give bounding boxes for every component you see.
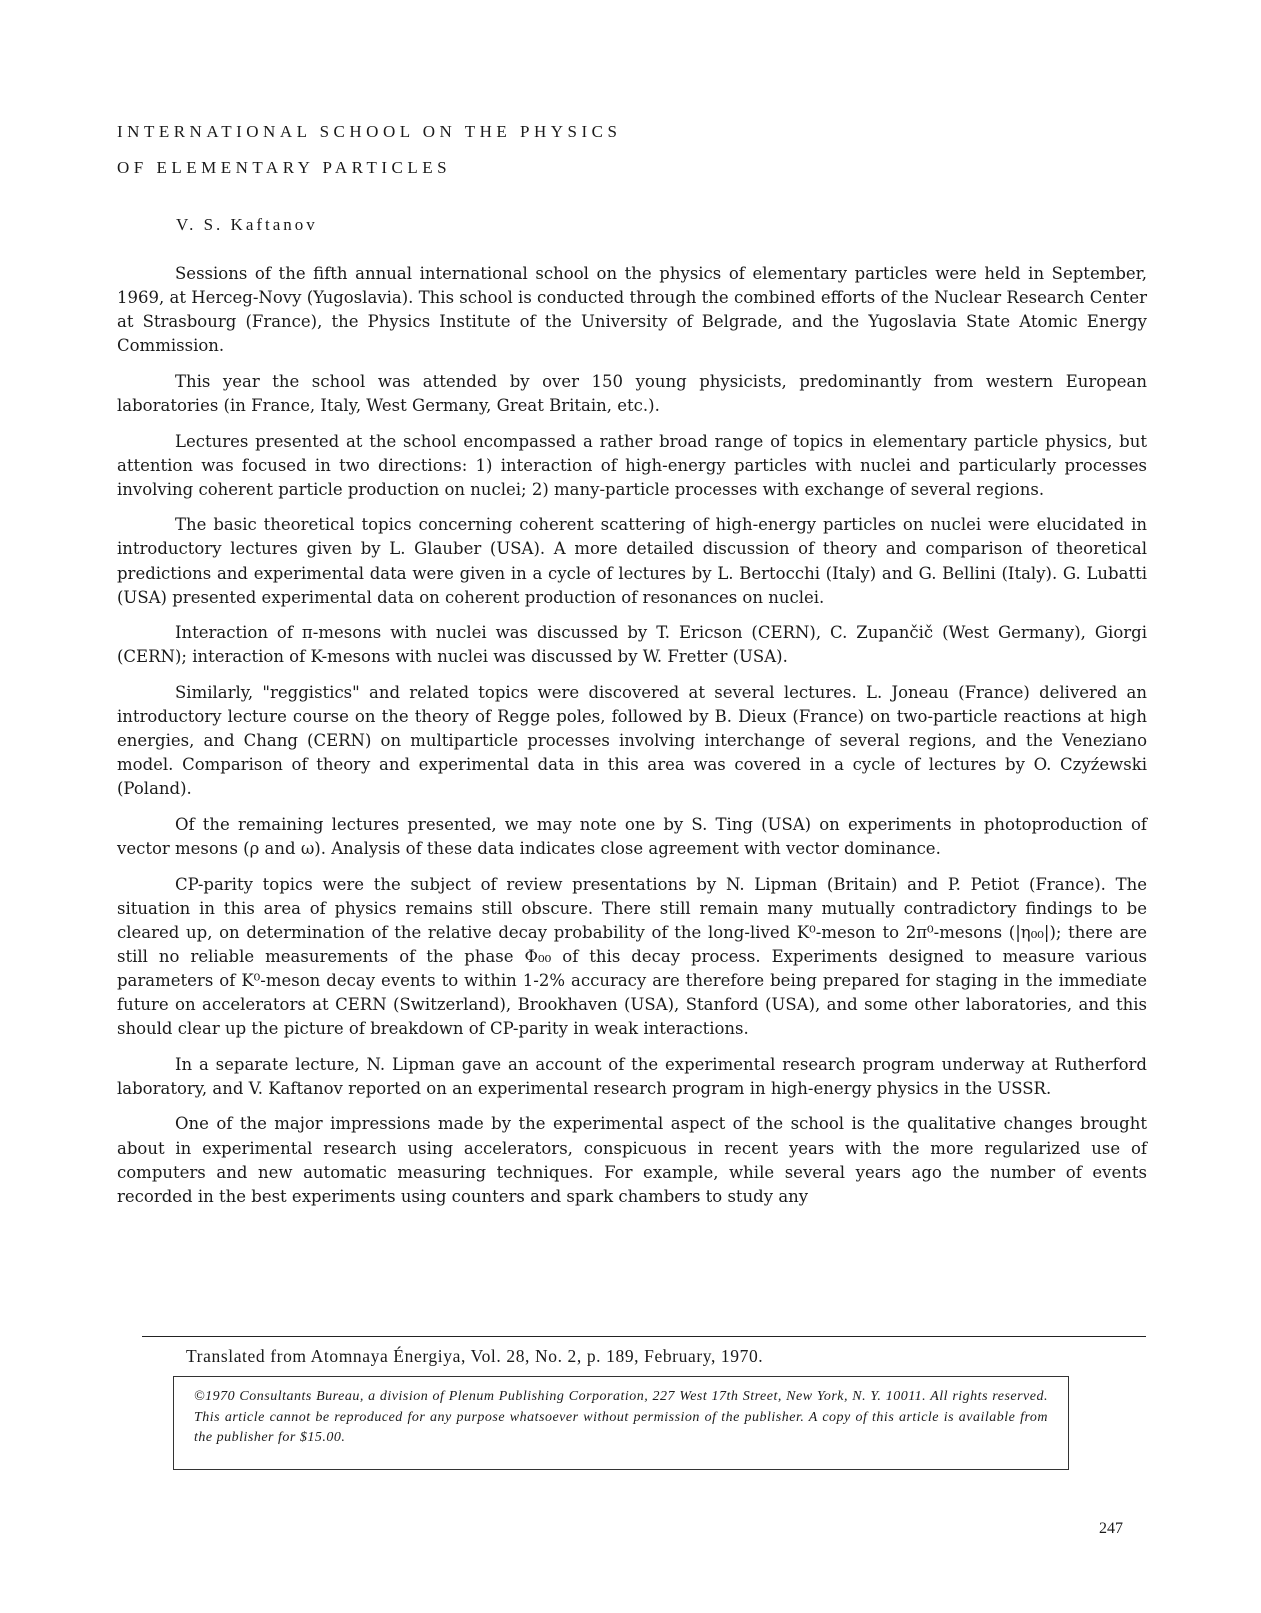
title-line-1: INTERNATIONAL SCHOOL ON THE PHYSICS xyxy=(117,122,622,141)
translation-note: Translated from Atomnaya Énergiya, Vol. 28, No. 2, p. 189, February, 1970. xyxy=(186,1346,764,1366)
article-body xyxy=(117,262,1147,1220)
paragraph-10: One of the major impressions made by the experimental aspect of the school is the qualitative changes brought about in experimental research using accelerators, conspicuous in recent years with the more regularized use of computers and new automatic measuring techniques. For example, while several years ago the number of events recorded in the best experiments using counters and spark chambers to study any xyxy=(117,1114,1147,1206)
footnote-divider xyxy=(142,1336,1146,1337)
paragraph-2: This year the school was attended by over 150 young physicists, predominantly from western European laboratories (in France, Italy, West Germany, Great Britain, etc.). xyxy=(117,371,1147,415)
author-name: V. S. Kaftanov xyxy=(176,215,318,234)
page-number: 247 xyxy=(1099,1520,1123,1537)
title-line-2: OF ELEMENTARY PARTICLES xyxy=(117,158,452,177)
paragraph-7: Of the remaining lectures presented, we may note one by S. Ting (USA) on experiments in photoproduction of vector mesons (ρ and ω). Analysis of these data indicates close agreement with vector dominance. xyxy=(117,814,1147,858)
paragraph-4: The basic theoretical topics concerning coherent scattering of high-energy particles on nuclei were elucidated in introductory lectures given by L. Glauber (USA). A more detailed discussion of theory and comparison of theoretical predictions and experimental data were given in a cycle of lectures by L. Bertocchi (Italy) and G. Bellini (Italy). G. Lubatti (USA) presented experimental data on coherent production of resonances on nuclei. xyxy=(117,515,1147,607)
copyright-notice: ©1970 Consultants Bureau, a division of Plenum Publishing Corporation, 227 West 17th Street, New York, N. Y. 10011. All rights reserved. This article cannot be reproduced for any purpose whatsoever without permission of the publisher. A copy of this article is available from the publisher for $15.00. xyxy=(173,1376,1069,1470)
paragraph-8: CP-parity topics were the subject of review presentations by N. Lipman (Britain) and P. Petiot (France). The situation in this area of physics remains still obscure. There still remain many mutually contradictory findings to be cleared up, on determination of the relative decay probability of the long-lived K⁰-meson to 2π⁰-mesons (|η₀₀|); there are still no reliable measurements of the phase Φ₀₀ of this decay process. Experiments designed to measure various parameters of K⁰-meson decay events to within 1-2% accuracy are therefore being prepared for staging in the immediate future on accelerators at CERN (Switzerland), Brookhaven (USA), Stanford (USA), and some other laboratories, and this should clear up the picture of breakdown of CP-parity in weak interactions. xyxy=(117,874,1147,1039)
paragraph-1: Sessions of the fifth annual international school on the physics of elementary particles were held in September, 1969, at Herceg-Novy (Yugoslavia). This school is conducted through the combined efforts of the Nuclear Research Center at Strasbourg (France), the Physics Institute of the University of Belgrade, and the Yugoslavia State Atomic Energy Commission. xyxy=(117,264,1147,356)
paragraph-5: Interaction of π-mesons with nuclei was discussed by T. Ericson (CERN), C. Zupančič (West Germany), Giorgi (CERN); interaction of K-mesons with nuclei was discussed by W. Fretter (USA). xyxy=(117,623,1147,667)
paragraph-3: Lectures presented at the school encompassed a rather broad range of topics in elementary particle physics, but attention was focused in two directions: 1) interaction of high-energy particles with nuclei and particularly processes involving coherent particle production on nuclei; 2) many-particle processes with exchange of several regions. xyxy=(117,431,1147,499)
paragraph-9: In a separate lecture, N. Lipman gave an account of the experimental research program underway at Rutherford laboratory, and V. Kaftanov reported on an experimental research program in high-energy physics in the USSR. xyxy=(117,1054,1147,1098)
paragraph-6: Similarly, "reggistics" and related topics were discovered at several lectures. L. Joneau (France) delivered an introductory lecture course on the theory of Regge poles, followed by B. Dieux (France) on two-particle reactions at high energies, and Chang (CERN) on multiparticle processes involving interchange of several regions, and the Veneziano model. Comparison of theory and experimental data in this area was covered in a cycle of lectures by O. Czyźewski (Poland). xyxy=(117,682,1147,799)
